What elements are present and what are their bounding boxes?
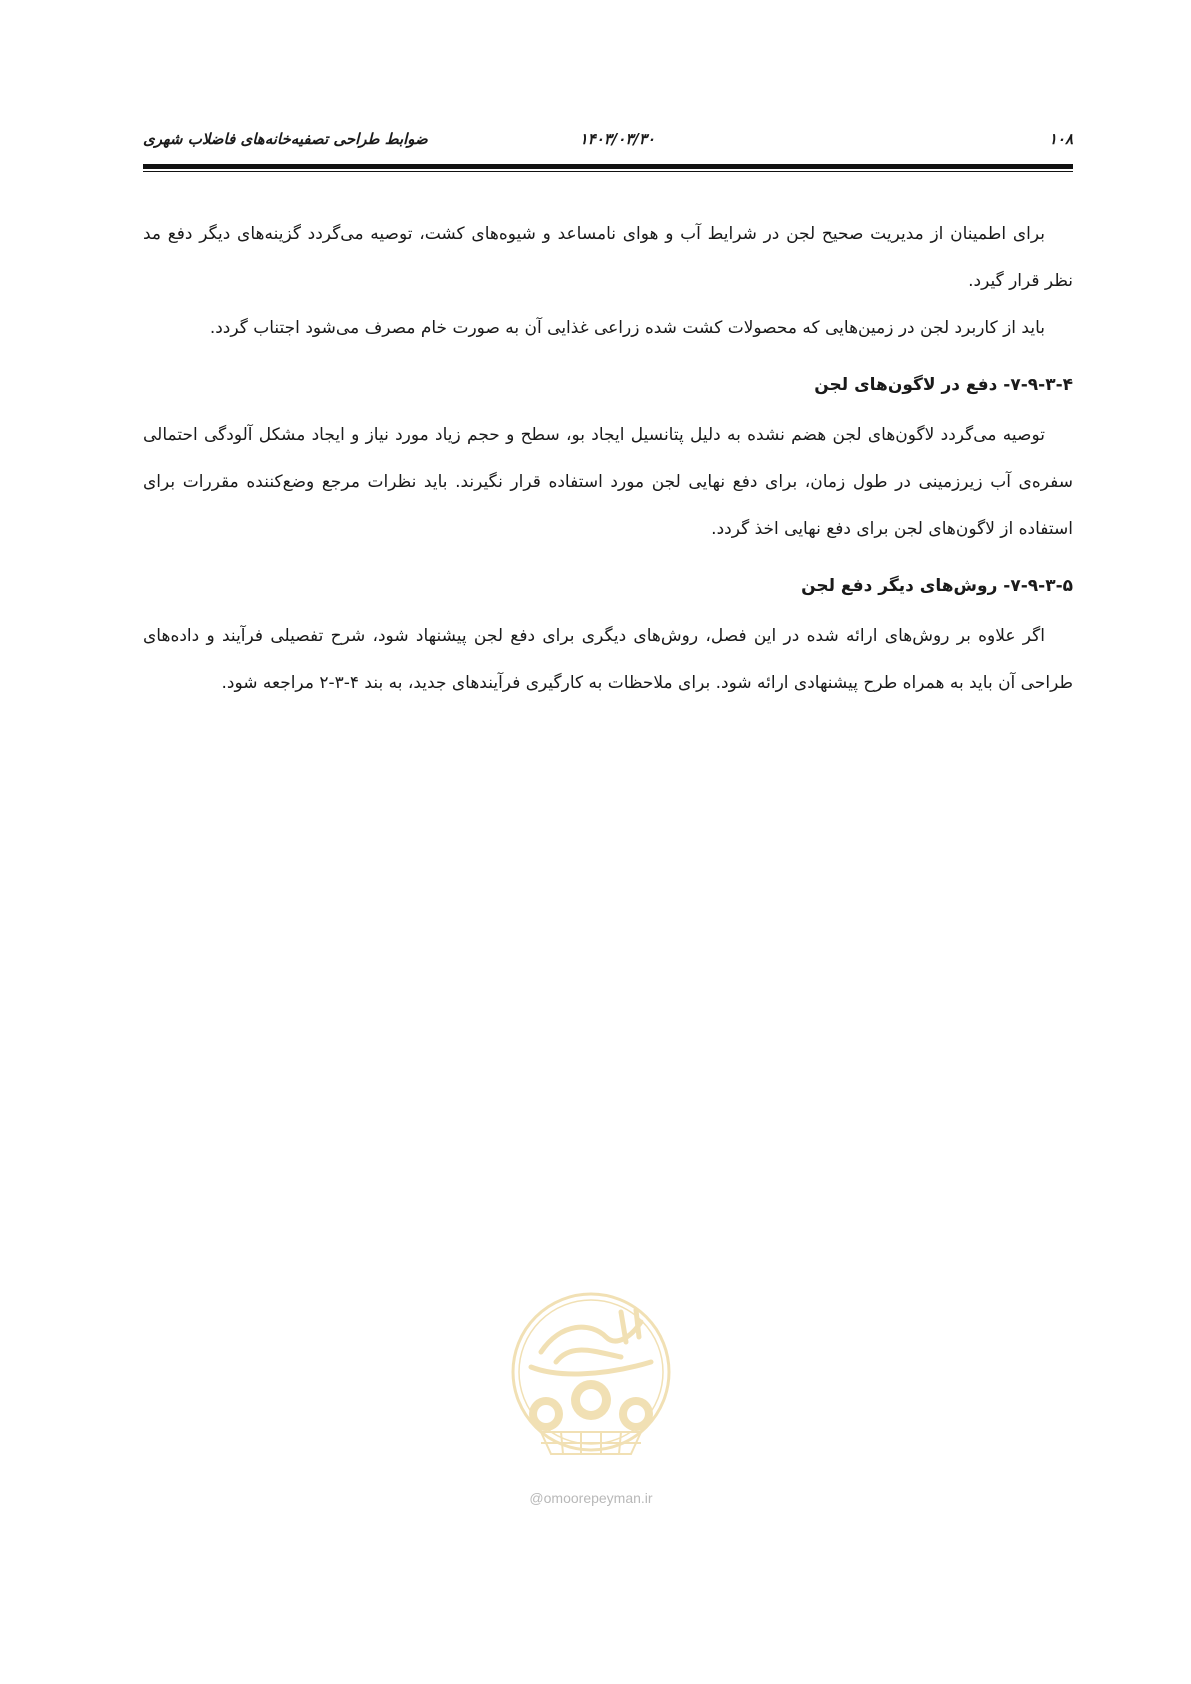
- header-title: ضوابط طراحی تصفیه‌خانه‌های فاضلاب شهری: [143, 130, 428, 148]
- watermark-url: @omoorepeyman.ir: [529, 1490, 653, 1506]
- section-heading-other-methods: ۷-۹-۳-۵- روش‌های دیگر دفع لجن: [801, 576, 1073, 596]
- header-date: ۱۴۰۳/۰۳/۳۰: [579, 130, 655, 148]
- body-paragraph-1: برای اطمینان از مدیریت صحیح لجن در شرایط آب و هوای نامساعد و شیوه‌های کشت، توصیه می‌گردد گزینه‌های دیگر دفع مد نظر قرار گیرد.: [143, 224, 1073, 291]
- watermark-logo: [501, 1282, 681, 1482]
- header-rule-thick: [143, 164, 1073, 169]
- page-content: [143, 211, 1073, 707]
- page-header: [143, 126, 1073, 156]
- body-paragraph-2: باید از کاربرد لجن در زمین‌هایی که محصولات کشت شده زراعی غذایی آن به صورت خام مصرف می‌شود اجتناب گردد.: [209, 318, 1045, 338]
- section-other-methods-paragraph: اگر علاوه بر روش‌های ارائه شده در این فصل، روش‌های دیگری برای دفع لجن پیشنهاد شود، شرح تفصیلی فرآیند و داده‌های طراحی آن باید به همراه طرح پیشنهادی ارائه شود. برای ملاحظات به کارگیری فرآیندهای جدید، به بند ۴-۳-۲ مراجعه شود.: [143, 626, 1073, 693]
- section-lagoons-paragraph: توصیه می‌گردد لاگون‌های لجن هضم نشده به دلیل پتانسیل ایجاد بو، سطح و حجم زیاد مورد نیاز و ایجاد مشکل آلودگی احتمالی سفره‌ی آب زیرزمینی در طول زمان، برای دفع نهایی لجن مورد استفاده قرار نگیرند. باید نظرات مرجع وضع‌کننده مقررات برای استفاده از لاگون‌های لجن برای دفع نهایی اخذ گردد.: [143, 425, 1073, 539]
- page-number: ۱۰۸: [1048, 130, 1073, 148]
- section-heading-lagoons: ۷-۹-۳-۴- دفع در لاگون‌های لجن: [814, 375, 1073, 395]
- header-rule-thin: [143, 171, 1073, 172]
